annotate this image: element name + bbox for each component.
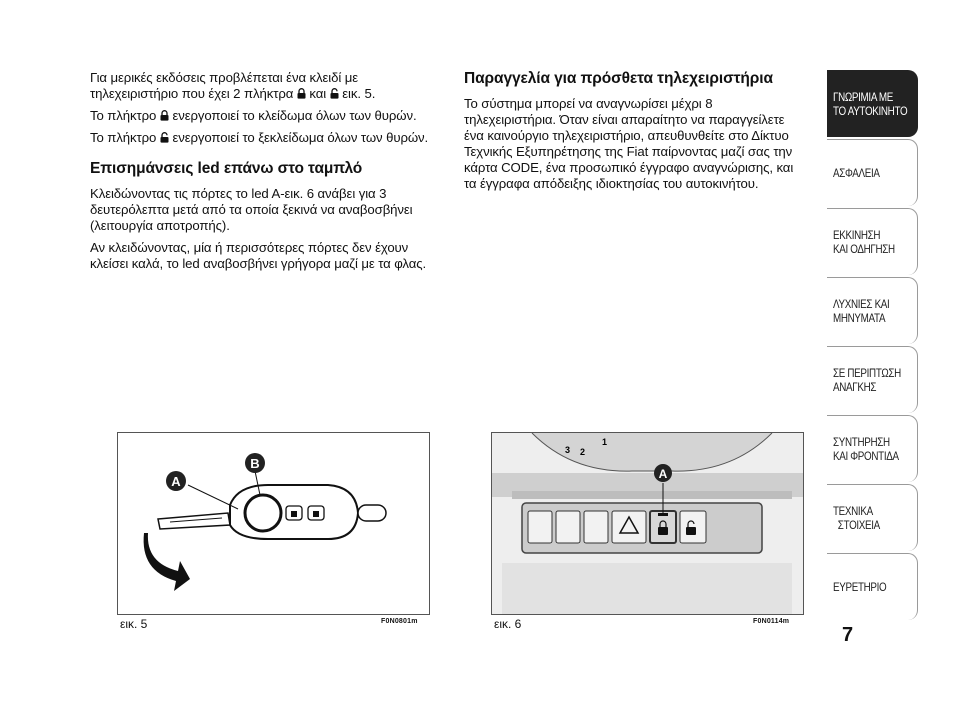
unlock-button-paragraph: Το πλήκτρο ενεργοποιεί το ξεκλείδωμα όλων των θυρών. <box>90 130 429 145</box>
tab-index[interactable]: ΕΥΡΕΤΗΡΙΟ <box>827 553 918 620</box>
figure-dashboard-led <box>491 432 804 615</box>
unlock-icon <box>291 511 297 517</box>
tab-warning-lights[interactable]: ΛΥΧΝΙΕΣ ΚΑΙ ΜΗΝΥΜΑΤΑ <box>827 277 918 344</box>
led-indicator <box>658 513 668 516</box>
left-column <box>90 70 440 278</box>
tab-safety[interactable]: ΑΣΦΑΛΕΙΑ <box>827 139 918 206</box>
figure-5-code: F0N0801m <box>381 618 418 625</box>
page-number: 7 <box>842 624 854 646</box>
led-paragraph-2: Αν κλειδώνοντας, μία ή περισσότερες πόρτες δεν έχουν κλείσει καλά, το led αναβοσβήνει γρήγορα μαζί με τα φλας. <box>90 240 427 271</box>
figure-key-remote <box>117 432 430 615</box>
tab-maintenance[interactable]: ΣΥΝΤΗΡΗΣΗ ΚΑΙ ΦΡΟΝΤΙΔΑ <box>827 415 918 482</box>
remote-order-heading: Παραγγελία για πρόσθετα τηλεχειριστήρια <box>464 70 773 87</box>
figure-5-caption: εικ. 5 <box>120 617 148 631</box>
tab-technical-data[interactable]: ΤΕΧΝΙΚΑ ΣΤΟΙΧΕΙΑ <box>827 484 918 551</box>
lock-icon <box>297 88 306 99</box>
lock-icon <box>160 110 169 121</box>
tab-starting-driving[interactable]: ΕΚΚΙΝΗΣΗ ΚΑΙ ΟΔΗΓΗΣΗ <box>827 208 918 275</box>
figure-6-caption: εικ. 6 <box>494 617 522 631</box>
lock-icon <box>313 511 319 517</box>
dial-3: 3 <box>565 445 571 455</box>
dashboard-illustration <box>492 433 803 614</box>
callout-b-label: B <box>250 456 260 471</box>
intro-paragraph: Για μερικές εκδόσεις προβλέπεται ένα κλειδί με τηλεχειριστήριο που έχει 2 πλήκτρα και εικ. 5. <box>90 70 376 101</box>
tab-emergency[interactable]: ΣΕ ΠΕΡΙΠΤΩΣΗ ΑΝΑΓΚΗΣ <box>827 346 918 413</box>
chapter-tabs <box>827 70 918 620</box>
callout-a-label: A <box>658 467 668 481</box>
callout-a-label: A <box>171 474 181 489</box>
dial-1: 1 <box>602 437 608 447</box>
lock-button-paragraph: Το πλήκτρο ενεργοποιεί το κλείδωμα όλων των θυρών. <box>90 108 417 123</box>
remote-order-paragraph: Το σύστημα μπορεί να αναγνωρίσει μέχρι 8 τηλεχειριστήρια. Όταν είναι απαραίτητο να παραγγείλετε ένα καινούργιο τηλεχειριστήριο, απευθυνθείτε στο Δίκτυο Τεχνικής Εξυπηρέτησης της Fiat παίρνοντας μαζί σας την κάρτα CODE, ένα προσωπικό έγγραφο αναγνώρισης, και τα έγγραφα απόδειξης ιδιοκτησίας του αυτοκινήτου. <box>464 96 794 191</box>
rotation-arrow-icon <box>144 533 190 591</box>
unlock-icon <box>330 88 339 99</box>
right-column <box>464 70 804 198</box>
led-paragraph-1: Κλειδώνοντας τις πόρτες το led A-εικ. 6 ανάβει για 3 δευτερόλεπτα μετά από τα οποία ξεκινά να αναβοσβήνει (λειτουργία αποτροπής). <box>90 186 413 233</box>
figure-6-code: F0N0114m <box>753 618 790 625</box>
unlock-icon <box>160 132 169 143</box>
dial-2: 2 <box>580 447 586 457</box>
tab-getting-to-know-car[interactable]: ΓΝΩΡΙΜΙΑ ΜΕ ΤΟ ΑΥΤΟΚΙΝΗΤΟ <box>827 70 918 137</box>
led-section-heading: Επισημάνσεις led επάνω στο ταμπλό <box>90 160 363 177</box>
key-fob-illustration <box>118 433 429 614</box>
